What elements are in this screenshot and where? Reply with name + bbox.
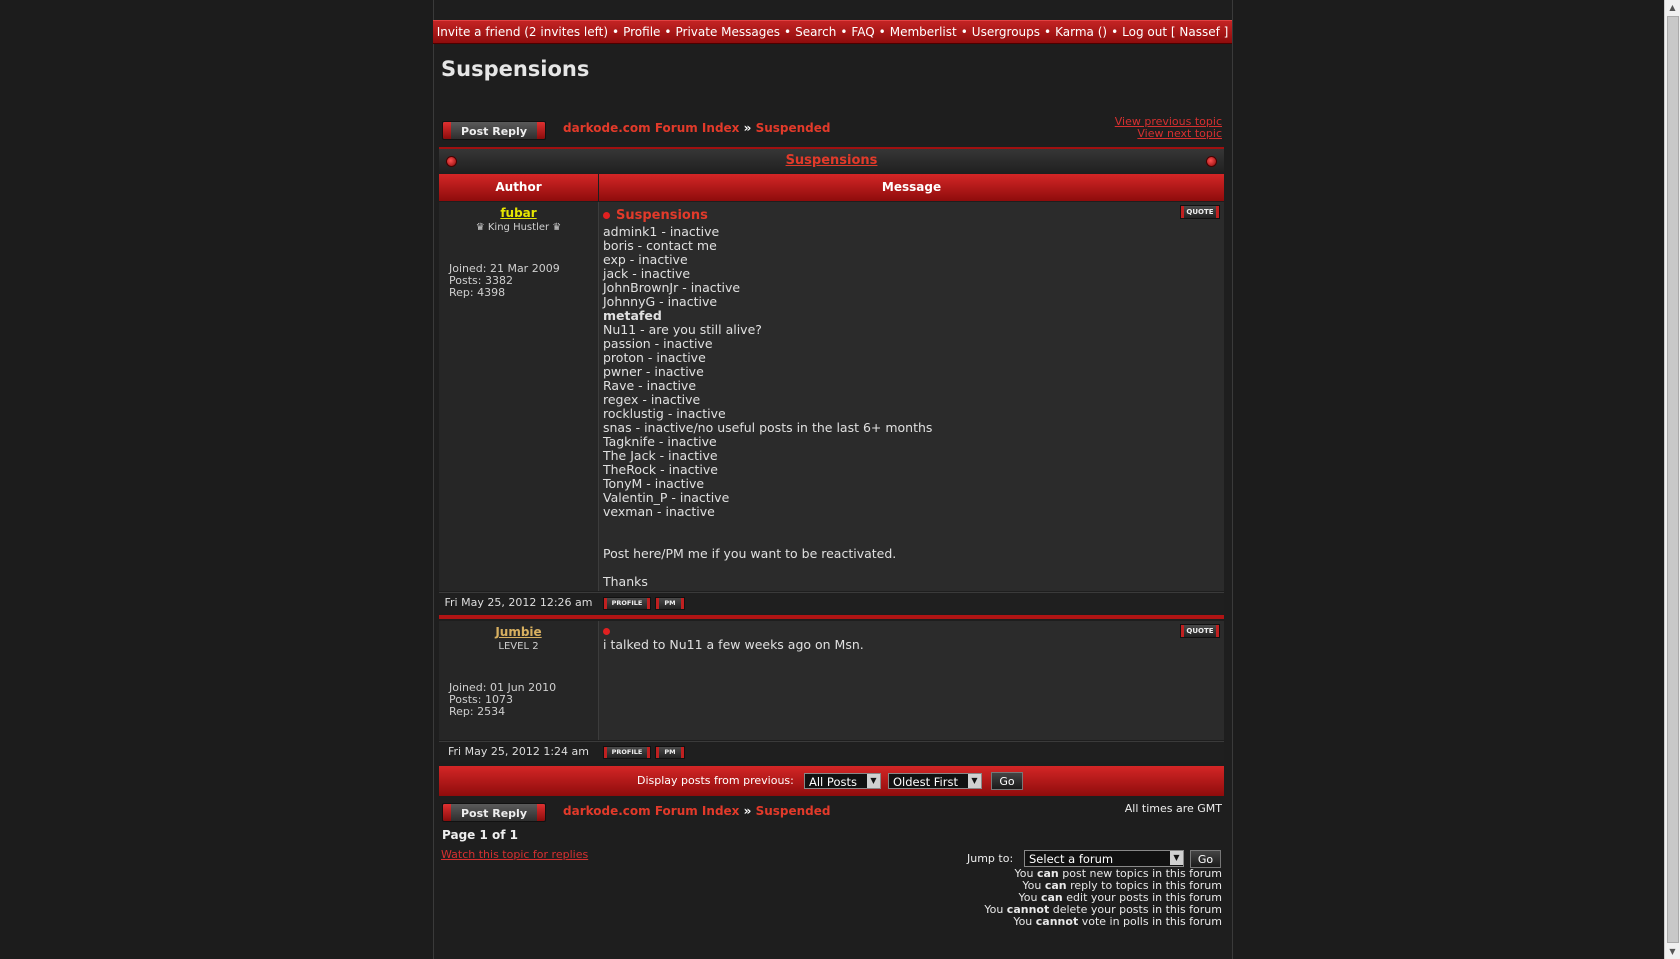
nav-faq[interactable]: FAQ (851, 25, 875, 39)
nav-private-messages[interactable]: Private Messages (675, 25, 780, 39)
breadcrumb-suspended[interactable]: Suspended (755, 804, 831, 818)
permission-line: You can edit your posts in this forum (1018, 891, 1222, 904)
jump-to-label: Jump to: (967, 852, 1014, 865)
topic-title-bar (439, 147, 1224, 175)
post-line: TonyM - inactive (603, 476, 705, 491)
post-line: regex - inactive (603, 392, 701, 407)
post-line: Rave - inactive (603, 378, 697, 393)
post-date: Fri May 25, 2012 12:26 am (444, 596, 593, 609)
author-name-link[interactable]: fubar (500, 206, 537, 220)
breadcrumb (563, 121, 830, 135)
post-author-cell (439, 202, 599, 591)
post-body (603, 624, 864, 652)
author-stats (449, 682, 556, 718)
post-line: jack - inactive (603, 266, 691, 281)
quote-button[interactable]: QUOTE (1180, 624, 1220, 638)
breadcrumb-suspended[interactable]: Suspended (755, 121, 831, 135)
jump-forum-value: Select a forum (1029, 852, 1114, 866)
watch-topic-link[interactable]: Watch this topic for replies (441, 848, 589, 861)
breadcrumb-separator: » (743, 121, 752, 135)
page-title: Suspensions (441, 57, 590, 81)
posts-period-select[interactable] (804, 773, 881, 789)
pm-button[interactable]: PM (655, 746, 685, 759)
permission-line: You can post new topics in this forum (1014, 867, 1222, 880)
post-line: rocklustig - inactive (603, 406, 726, 421)
post-line: TheRock - inactive (603, 462, 718, 477)
nav-logout[interactable]: Log out [ Nassef ] (1122, 25, 1229, 39)
jump-go-button[interactable]: Go (1190, 850, 1221, 868)
breadcrumb-forum-index[interactable]: darkode.com Forum Index (563, 804, 740, 818)
post-subject: Suspensions (616, 208, 708, 223)
message-column-header: Message (599, 174, 1224, 201)
post-line: proton - inactive (603, 350, 706, 365)
nav-memberlist[interactable]: Memberlist (889, 25, 957, 39)
jump-forum-select[interactable] (1024, 850, 1184, 867)
post-icon (603, 628, 610, 635)
post-line: vexman - inactive (603, 504, 715, 519)
chevron-down-icon: ▼ (867, 774, 880, 788)
nav-karma[interactable]: Karma () (1055, 25, 1108, 39)
profile-button[interactable]: PROFILE (603, 597, 651, 610)
topic-title-link[interactable]: Suspensions (785, 153, 878, 168)
author-joined: Joined: 21 Mar 2009 (449, 262, 560, 275)
forum-permissions (984, 868, 1222, 928)
post-icon (603, 212, 610, 219)
posts-period-value: All Posts (809, 775, 857, 789)
author-name-link[interactable]: Jumbie (495, 625, 542, 639)
post-reply-button[interactable]: Post Reply (442, 803, 546, 822)
author-rep: Rep: 4398 (449, 286, 506, 299)
breadcrumb-separator: » (743, 804, 752, 818)
post-line: snas - inactive/no useful posts in the last 6+ months (603, 420, 933, 435)
post-reply-button[interactable]: Post Reply (442, 121, 546, 140)
post-line: pwner - inactive (603, 364, 704, 379)
post-line: boris - contact me (603, 238, 717, 253)
quote-button[interactable]: QUOTE (1180, 205, 1220, 219)
post-body (603, 208, 932, 589)
sort-order-value: Oldest First (893, 775, 958, 789)
author-rank: LEVEL 2 (498, 641, 539, 652)
author-posts: Posts: 1073 (449, 693, 513, 706)
post-closing: Post here/PM me if you want to be reactivated. (603, 546, 897, 561)
post-message-cell (599, 202, 1224, 591)
nav-search[interactable]: Search (795, 25, 837, 39)
post-line: admink1 - inactive (603, 224, 720, 239)
author-rep: Rep: 2534 (449, 705, 506, 718)
display-go-button[interactable]: Go (991, 772, 1023, 790)
post-line: JohnBrownJr - inactive (603, 280, 741, 295)
author-column-header: Author (439, 174, 598, 201)
view-previous-topic-link[interactable]: View previous topic (1114, 115, 1222, 128)
page-count: Page 1 of 1 (442, 828, 518, 842)
author-joined: Joined: 01 Jun 2010 (449, 681, 557, 694)
breadcrumb-forum-index[interactable]: darkode.com Forum Index (563, 121, 740, 135)
right-bullet-icon (1206, 156, 1217, 167)
display-options-bar (439, 766, 1224, 796)
sort-order-select[interactable] (888, 773, 982, 789)
author-posts: Posts: 3382 (449, 274, 513, 287)
author-rank: ♛ King Hustler ♛ (475, 222, 562, 233)
chevron-down-icon: ▼ (968, 774, 981, 788)
nav-usergroups[interactable]: Usergroups (971, 25, 1041, 39)
post-line: JohnnyG - inactive (603, 294, 718, 309)
post-author-cell (439, 621, 599, 740)
post-line: passion - inactive (603, 336, 713, 351)
post-line: metafed (603, 308, 662, 323)
breadcrumb (563, 804, 830, 818)
profile-button[interactable]: PROFILE (603, 746, 651, 759)
permission-line: You can reply to topics in this forum (1022, 879, 1222, 892)
left-bullet-icon (446, 156, 457, 167)
post-line: exp - inactive (603, 252, 688, 267)
author-stats (449, 263, 560, 299)
timezone-note: All times are GMT (1124, 802, 1222, 815)
post-separator (439, 615, 1224, 619)
scroll-up-icon[interactable]: ▲ (1665, 0, 1680, 15)
scroll-down-icon[interactable]: ▼ (1665, 944, 1680, 959)
permission-line: You cannot vote in polls in this forum (1013, 915, 1222, 928)
post-line: Nu11 - are you still alive? (603, 322, 762, 337)
chevron-down-icon: ▼ (1170, 851, 1183, 865)
permission-line: You cannot delete your posts in this forum (984, 903, 1222, 916)
top-navigation: Invite a friend (2 invites left) • Profile • Private Messages • Search • FAQ • Memberlist • Usergroups • Karma () • Log out [ Nassef ] (433, 20, 1232, 44)
post-line: The Jack - inactive (603, 448, 718, 463)
nav-profile[interactable]: Profile (623, 25, 661, 39)
post-line: i talked to Nu11 a few weeks ago on Msn. (603, 637, 864, 652)
post-signoff: Thanks (603, 574, 648, 589)
display-label: Display posts from previous: (637, 774, 794, 787)
scrollbar-thumb[interactable] (1667, 16, 1679, 943)
pm-button[interactable]: PM (655, 597, 685, 610)
vertical-scrollbar[interactable] (1664, 0, 1680, 959)
post-date: Fri May 25, 2012 1:24 am (448, 745, 589, 758)
view-next-topic-link[interactable]: View next topic (1137, 127, 1222, 140)
nav-invite[interactable]: Invite a friend (2 invites left) (436, 25, 609, 39)
topic-navigation (1115, 116, 1222, 140)
post-line: Valentin_P - inactive (603, 490, 730, 505)
post-line: Tagknife - inactive (603, 434, 717, 449)
post-message-cell (599, 621, 1224, 740)
